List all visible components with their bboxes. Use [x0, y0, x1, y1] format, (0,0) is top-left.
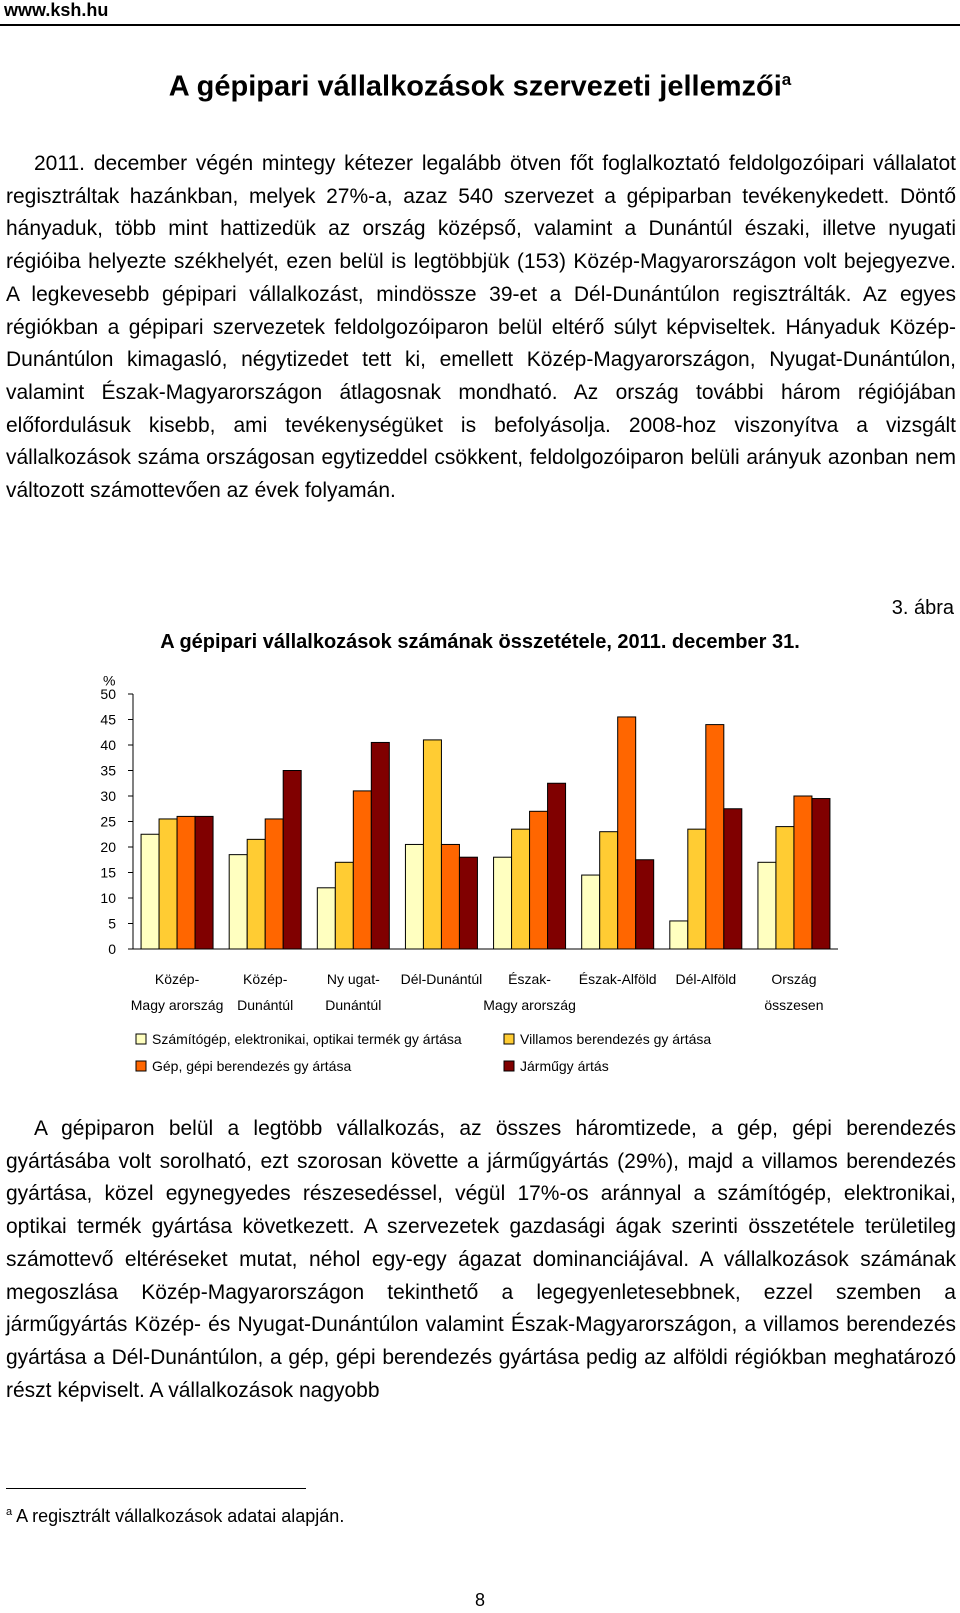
- bar: [582, 875, 600, 949]
- bars: [141, 717, 830, 949]
- figure-number: 3. ábra: [891, 597, 954, 619]
- bar-chart: [0, 672, 960, 1092]
- bar: [459, 857, 477, 949]
- bar: [794, 796, 812, 949]
- legend-swatch: [504, 1061, 514, 1071]
- footnote-mark: a: [6, 1506, 13, 1518]
- bar: [423, 740, 441, 949]
- bar: [636, 860, 654, 949]
- y-tick-label: 10: [100, 890, 116, 906]
- y-tick-label: 35: [100, 762, 116, 779]
- footnote-text: A regisztrált vállalkozások adatai alapján.: [12, 1506, 345, 1526]
- x-tick-label: Dél-Alföld: [675, 971, 737, 987]
- bar: [159, 819, 177, 949]
- site-url[interactable]: www.ksh.hu: [4, 0, 109, 20]
- bar: [265, 819, 283, 949]
- bar: [141, 834, 159, 949]
- y-tick-label: 30: [100, 788, 116, 804]
- y-tick-label: 25: [100, 813, 116, 830]
- x-tick-label: Dél-Dunántúl: [400, 971, 483, 987]
- x-tick-label: Magy arország: [483, 997, 576, 1013]
- legend-swatch: [504, 1034, 514, 1044]
- title-footnote-mark: a: [781, 70, 792, 89]
- bar: [530, 811, 548, 949]
- paragraph-intro: 2011. december végén mintegy kétezer legalább ötven főt foglalkoztató feldolgozóipari vállalatot regisztráltak hazánkban, melyek 27%-a, azaz 540 szervezet a gépiparban tevékenykedett. Döntő hányaduk, több mint hattizedük az ország középső, valamint a Dunántúl északi, illetve nyugati régióiba helyezte székhelyét, ezen belül is legtöbbjük (153) Közép-Magyarországon volt bejegyezve. A legkevesebb gépipari vállalkozást, mindössze 39-et a Dél-Dunántúlon regisztrálták. Az egyes régiókban a gépipari szervezetek feldolgozóiparon belül eltérő súlyt képviseltek. Hányaduk Közép-Dunántúlon kimagasló, négytizedet tett ki, emellett Közép-Magyarországon, Nyugat-Dunántúlon, valamint Észak-Magyarországon átlagosnak mondható. Az ország további három régiójában előfordulásuk kisebb, ami tevékenységüket is befolyásolja. 2008-hoz viszonyítva a vizsgált vállalkozások száma országosan egytizeddel csökkent, feldolgozóiparon belüli arányuk azonban nem változott számottevően az évek folyamán.: [6, 152, 956, 503]
- y-tick-label: 15: [100, 864, 116, 881]
- bar: [724, 809, 742, 949]
- x-tick-label: Észak-: [508, 971, 551, 987]
- bar: [405, 844, 423, 949]
- footnote-rule: [6, 1488, 306, 1489]
- y-axis-label: %: [103, 672, 116, 689]
- legend-swatch: [136, 1034, 146, 1044]
- x-tick-label: Dunántúl: [237, 997, 294, 1013]
- bar: [247, 839, 265, 949]
- page-title-text: A gépipari vállalkozások szervezeti jellemzői: [168, 70, 782, 103]
- page-title: [0, 70, 960, 104]
- y-tick-label: 20: [100, 839, 116, 855]
- bar: [371, 742, 389, 949]
- bar: [353, 791, 371, 949]
- bar: [195, 816, 213, 949]
- x-tick-label: Közép-: [243, 971, 288, 987]
- footnote: [6, 1506, 344, 1527]
- y-tick-label: 40: [100, 737, 116, 753]
- legend-swatch: [136, 1061, 146, 1071]
- x-tick-label: Ország: [771, 971, 817, 987]
- x-tick-label: Magy arország: [130, 997, 224, 1013]
- bar: [758, 862, 776, 949]
- bar: [706, 725, 724, 949]
- bar: [548, 783, 566, 949]
- bar: [670, 921, 688, 949]
- bar: [494, 857, 512, 949]
- y-tick-label: 45: [100, 711, 116, 728]
- header-rule: [0, 24, 960, 26]
- y-tick-label: 50: [100, 686, 116, 702]
- x-tick-label: Észak-Alföld: [578, 971, 657, 987]
- x-tick-label: Közép-: [154, 971, 200, 987]
- legend-label: Számítógép, elektronikai, optikai termék gy ártása: [152, 1031, 462, 1047]
- bar: [600, 832, 618, 949]
- bar: [688, 829, 706, 949]
- chart-title: A gépipari vállalkozások számának összetétele, 2011. december 31.: [160, 631, 800, 653]
- bar: [317, 888, 335, 949]
- bar: [776, 827, 794, 949]
- bar: [812, 799, 830, 949]
- legend-label: Villamos berendezés gy ártása: [520, 1031, 712, 1047]
- bar: [335, 862, 353, 949]
- y-tick-label: 5: [108, 915, 116, 932]
- bar: [618, 717, 636, 949]
- bar: [229, 855, 247, 949]
- x-axis-labels: [131, 971, 824, 1013]
- paragraph-analysis: A gépiparon belül a legtöbb vállalkozás, az összes háromtizede, a gép, gépi berendezés gyártásába volt sorolható, ezt szorosan követte a járműgyártás (29%), majd a villamos berendezés gyártása, közel egynegyedes részesedéssel, végül 17%-os aránnyal a számítógép, elektronikai, optikai termék gyártása következett. A szervezetek gazdasági ágak szerinti összetétele területileg számottevő eltéréseket mutat, néhol egy-egy ágazat dominanciájával. A vállalkozások számának megoszlása Közép-Magyarországon tekinthető a legegyenletesebbnek, ezzel szemben a járműgyártás Közép- és Nyugat-Dunántúlon valamint Észak-Magyarországon, a villamos berendezés gyártása a Dél-Dunántúlon, a gép, gépi berendezés gyártása pedig az alföldi régiókban meghatározó részt képviselt. A vállalkozások nagyobb: [6, 1117, 956, 1402]
- x-tick-label: Dunántúl: [325, 997, 382, 1013]
- page-number: 8: [474, 1590, 485, 1610]
- bar: [441, 844, 459, 949]
- x-tick-label: Ny ugat-: [326, 971, 380, 987]
- bar: [283, 771, 301, 950]
- bar: [177, 816, 195, 949]
- legend-label: Járműgy ártás: [520, 1058, 609, 1074]
- legend: [136, 1031, 711, 1074]
- y-tick-label: 0: [108, 941, 116, 957]
- legend-label: Gép, gépi berendezés gy ártása: [152, 1058, 352, 1074]
- x-tick-label: összesen: [764, 997, 824, 1013]
- bar: [512, 829, 530, 949]
